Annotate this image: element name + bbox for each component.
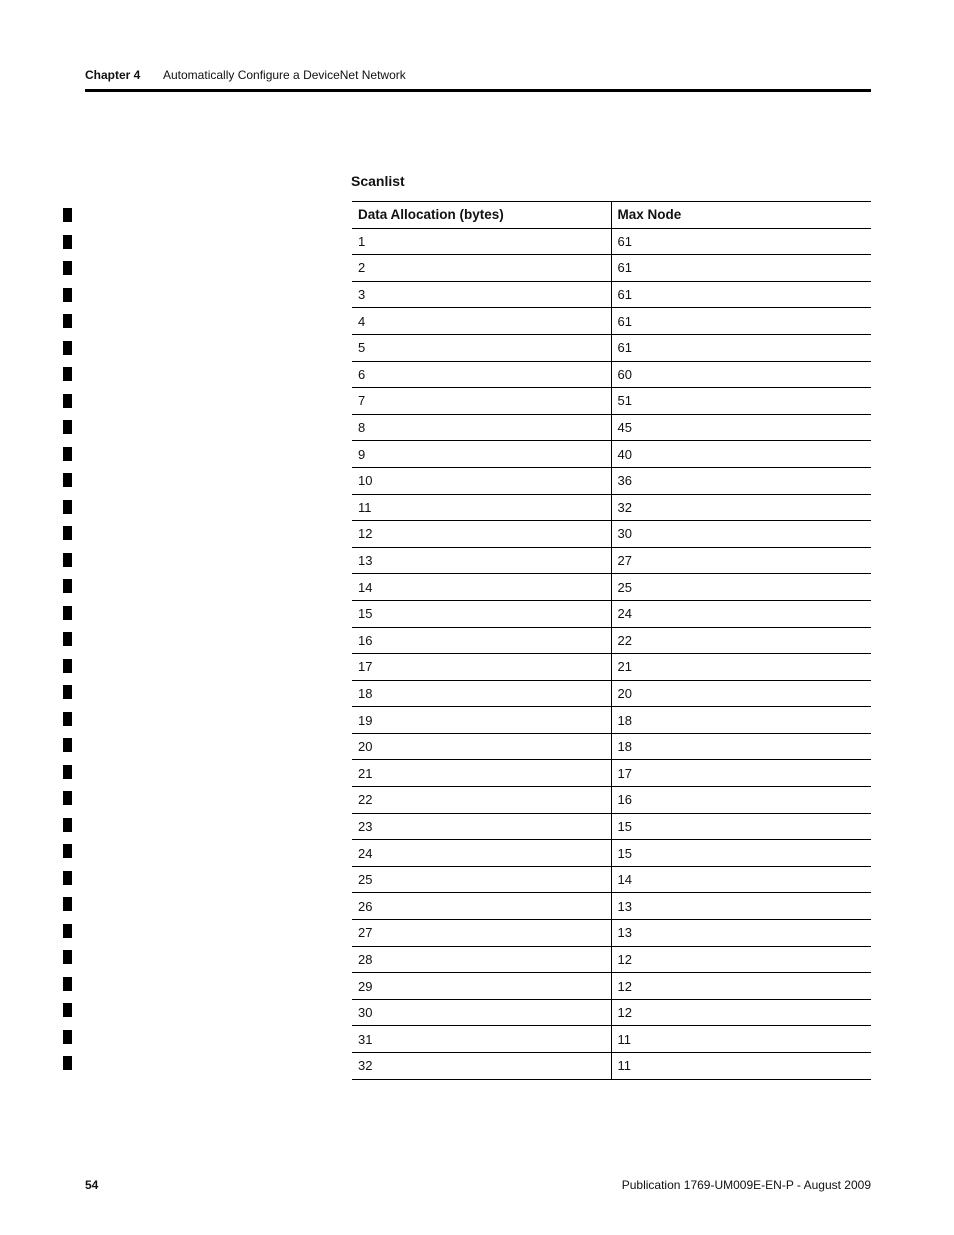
change-bar bbox=[63, 500, 72, 514]
table-row bbox=[352, 627, 871, 654]
max-node-cell: 13 bbox=[611, 893, 871, 920]
max-node-cell: 36 bbox=[611, 467, 871, 494]
data-allocation-cell: 27 bbox=[352, 920, 611, 947]
table-row bbox=[352, 946, 871, 973]
max-node-cell: 12 bbox=[611, 973, 871, 1000]
change-bar bbox=[63, 553, 72, 567]
max-node-cell: 61 bbox=[611, 308, 871, 335]
max-node-cell: 25 bbox=[611, 574, 871, 601]
data-allocation-cell: 14 bbox=[352, 574, 611, 601]
table-row bbox=[352, 547, 871, 574]
table-row bbox=[352, 999, 871, 1026]
table-row bbox=[352, 893, 871, 920]
table-row bbox=[352, 1026, 871, 1053]
publication-info: Publication 1769-UM009E-EN-P - August 2009 bbox=[621, 1178, 871, 1192]
change-bar bbox=[63, 1003, 72, 1017]
max-node-cell: 60 bbox=[611, 361, 871, 388]
table-header bbox=[352, 202, 871, 229]
data-allocation-cell: 20 bbox=[352, 733, 611, 760]
change-bar bbox=[63, 924, 72, 938]
change-bar bbox=[63, 1056, 72, 1070]
data-allocation-cell: 29 bbox=[352, 973, 611, 1000]
table-row bbox=[352, 840, 871, 867]
max-node-cell: 11 bbox=[611, 1026, 871, 1053]
change-bar bbox=[63, 738, 72, 752]
table-row bbox=[352, 281, 871, 308]
max-node-cell: 18 bbox=[611, 707, 871, 734]
table-row bbox=[352, 973, 871, 1000]
max-node-cell: 51 bbox=[611, 388, 871, 415]
max-node-cell: 61 bbox=[611, 334, 871, 361]
max-node-cell: 32 bbox=[611, 494, 871, 521]
data-allocation-cell: 28 bbox=[352, 946, 611, 973]
change-bar bbox=[63, 420, 72, 434]
change-bar bbox=[63, 712, 72, 726]
data-allocation-cell: 24 bbox=[352, 840, 611, 867]
data-allocation-cell: 21 bbox=[352, 760, 611, 787]
max-node-cell: 13 bbox=[611, 920, 871, 947]
max-node-cell: 12 bbox=[611, 999, 871, 1026]
table-row bbox=[352, 920, 871, 947]
max-node-cell: 11 bbox=[611, 1053, 871, 1080]
column-header-data-allocation: Data Allocation (bytes) bbox=[352, 202, 611, 229]
data-allocation-cell: 9 bbox=[352, 441, 611, 468]
max-node-cell: 22 bbox=[611, 627, 871, 654]
change-bar bbox=[63, 950, 72, 964]
change-bar bbox=[63, 685, 72, 699]
change-bar bbox=[63, 288, 72, 302]
table-row bbox=[352, 680, 871, 707]
change-bar bbox=[63, 765, 72, 779]
max-node-cell: 61 bbox=[611, 228, 871, 255]
data-allocation-cell: 11 bbox=[352, 494, 611, 521]
change-bar bbox=[63, 977, 72, 991]
max-node-cell: 12 bbox=[611, 946, 871, 973]
table-row bbox=[352, 494, 871, 521]
change-bar bbox=[63, 579, 72, 593]
change-bar bbox=[63, 818, 72, 832]
scanlist-table bbox=[352, 201, 871, 1080]
data-allocation-cell: 13 bbox=[352, 547, 611, 574]
page-number: 54 bbox=[85, 1178, 99, 1192]
table-row bbox=[352, 733, 871, 760]
data-allocation-cell: 6 bbox=[352, 361, 611, 388]
table-header-row bbox=[352, 202, 871, 229]
change-bars bbox=[63, 208, 72, 1074]
table-row bbox=[352, 388, 871, 415]
table-row bbox=[352, 521, 871, 548]
change-bar bbox=[63, 235, 72, 249]
max-node-cell: 14 bbox=[611, 866, 871, 893]
table-row bbox=[352, 467, 871, 494]
data-allocation-cell: 23 bbox=[352, 813, 611, 840]
table-row bbox=[352, 255, 871, 282]
table-row bbox=[352, 574, 871, 601]
max-node-cell: 30 bbox=[611, 521, 871, 548]
table-row bbox=[352, 228, 871, 255]
column-header-max-node: Max Node bbox=[611, 202, 871, 229]
data-allocation-cell: 31 bbox=[352, 1026, 611, 1053]
max-node-cell: 15 bbox=[611, 813, 871, 840]
max-node-cell: 17 bbox=[611, 760, 871, 787]
change-bar bbox=[63, 844, 72, 858]
table-row bbox=[352, 334, 871, 361]
max-node-cell: 15 bbox=[611, 840, 871, 867]
max-node-cell: 61 bbox=[611, 281, 871, 308]
max-node-cell: 18 bbox=[611, 733, 871, 760]
data-allocation-cell: 15 bbox=[352, 600, 611, 627]
max-node-cell: 24 bbox=[611, 600, 871, 627]
table-row bbox=[352, 787, 871, 814]
max-node-cell: 61 bbox=[611, 255, 871, 282]
change-bar bbox=[63, 367, 72, 381]
table-row bbox=[352, 707, 871, 734]
data-allocation-cell: 4 bbox=[352, 308, 611, 335]
table-row bbox=[352, 654, 871, 681]
data-allocation-cell: 10 bbox=[352, 467, 611, 494]
change-bar bbox=[63, 791, 72, 805]
data-allocation-cell: 8 bbox=[352, 414, 611, 441]
data-allocation-cell: 3 bbox=[352, 281, 611, 308]
data-allocation-cell: 7 bbox=[352, 388, 611, 415]
data-allocation-cell: 1 bbox=[352, 228, 611, 255]
change-bar bbox=[63, 897, 72, 911]
data-allocation-cell: 16 bbox=[352, 627, 611, 654]
change-bar bbox=[63, 632, 72, 646]
table-row bbox=[352, 308, 871, 335]
table-row bbox=[352, 866, 871, 893]
header-divider bbox=[85, 89, 871, 92]
change-bar bbox=[63, 447, 72, 461]
change-bar bbox=[63, 261, 72, 275]
data-allocation-cell: 19 bbox=[352, 707, 611, 734]
data-allocation-cell: 12 bbox=[352, 521, 611, 548]
change-bar bbox=[63, 208, 72, 222]
data-allocation-cell: 26 bbox=[352, 893, 611, 920]
change-bar bbox=[63, 341, 72, 355]
table-row bbox=[352, 1053, 871, 1080]
table-row bbox=[352, 760, 871, 787]
page-header bbox=[85, 66, 871, 84]
max-node-cell: 16 bbox=[611, 787, 871, 814]
table-row bbox=[352, 441, 871, 468]
max-node-cell: 45 bbox=[611, 414, 871, 441]
max-node-cell: 27 bbox=[611, 547, 871, 574]
table-row bbox=[352, 361, 871, 388]
change-bar bbox=[63, 394, 72, 408]
data-allocation-cell: 2 bbox=[352, 255, 611, 282]
chapter-label: Chapter 4 bbox=[85, 68, 141, 82]
change-bar bbox=[63, 314, 72, 328]
data-allocation-cell: 22 bbox=[352, 787, 611, 814]
table-row bbox=[352, 813, 871, 840]
change-bar bbox=[63, 606, 72, 620]
data-allocation-cell: 17 bbox=[352, 654, 611, 681]
max-node-cell: 40 bbox=[611, 441, 871, 468]
table-body bbox=[352, 228, 871, 1079]
data-allocation-cell: 5 bbox=[352, 334, 611, 361]
change-bar bbox=[63, 659, 72, 673]
change-bar bbox=[63, 1030, 72, 1044]
change-bar bbox=[63, 526, 72, 540]
data-allocation-cell: 25 bbox=[352, 866, 611, 893]
section-title: Scanlist bbox=[351, 173, 405, 189]
data-allocation-cell: 18 bbox=[352, 680, 611, 707]
data-allocation-cell: 30 bbox=[352, 999, 611, 1026]
data-allocation-cell: 32 bbox=[352, 1053, 611, 1080]
change-bar bbox=[63, 473, 72, 487]
change-bar bbox=[63, 871, 72, 885]
chapter-title: Automatically Configure a DeviceNet Network bbox=[163, 68, 406, 82]
table-row bbox=[352, 600, 871, 627]
max-node-cell: 21 bbox=[611, 654, 871, 681]
table-row bbox=[352, 414, 871, 441]
max-node-cell: 20 bbox=[611, 680, 871, 707]
